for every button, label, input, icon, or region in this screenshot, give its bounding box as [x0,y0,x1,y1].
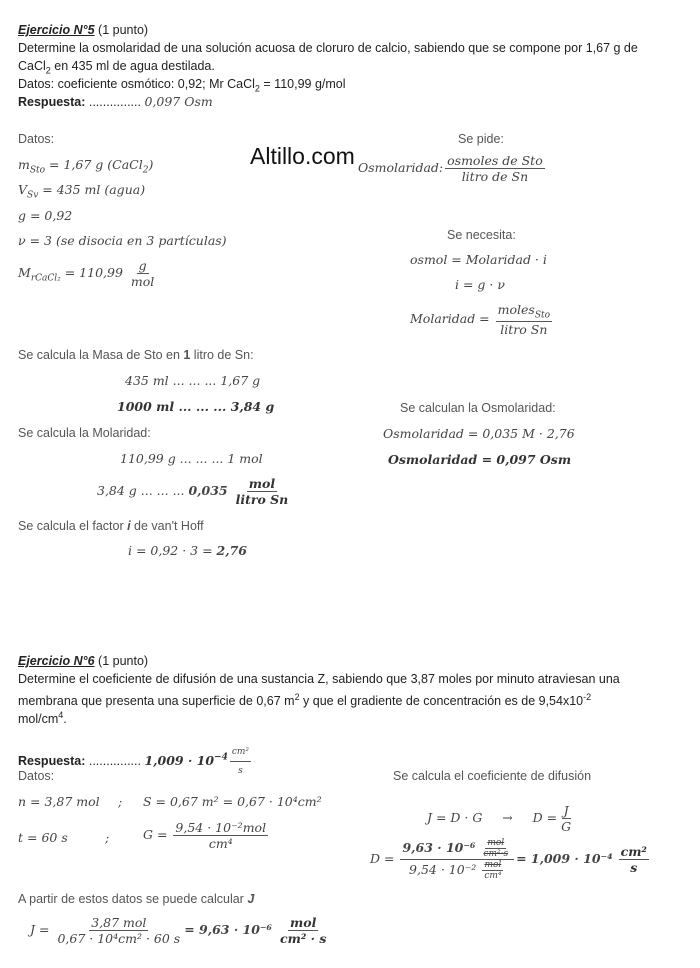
altillo-watermark: Altillo.com [250,143,355,169]
ex5-volume: $V_{Sv} = 435$ ml (agua) [18,182,146,201]
ex6-statement-3: mol/$cm^4$. [18,710,67,727]
ex5-g: g = 0,92 [18,208,73,223]
ex6-datos-label: Datos: [18,769,55,783]
ex6-J-label: A partir de estos datos se puede calcular J [18,892,255,906]
ex5-heading [18,21,148,39]
ex5-mol-label: Se calcula la Molaridad: [18,426,151,440]
ex6-t: t = 60 s [18,830,68,845]
ex6-points: (1 punto) [98,654,149,668]
ex5-osmol-formula: osmol = Molaridad · i [410,252,547,267]
ex5-title: Ejercicio N°5 [18,23,95,37]
ex5-mol-2: 3,84 g ... ... ... 0,035 mol litro Sn [97,476,289,507]
ex6-statement-1: Determine el coeficiente de difusión de una sustancia Z, sabiendo que 3,87 moles por minuto atraviesan una [18,672,620,686]
ex5-osm-label: Se calculan la Osmolaridad: [400,401,556,415]
ex6-J-formula: J = 3,87 mol 0,67 · 10⁴cm² · 60 s = 9,63 · 10⁻⁶ mol cm² · s [30,915,327,946]
ex5-osm-1: Osmolaridad = 0,035 M · 2,76 [383,426,575,441]
ex5-pide-formula: Osmolaridad: osmoles de Sto litro de Sn [358,153,543,184]
ex5-pide-label: Se pide: [458,132,504,146]
ex5-osm-2: Osmolaridad = 0,097 Osm [388,452,572,467]
ex5-i-formula: i = g · ν [455,277,505,292]
ex5-molaridad-formula: Molaridad = moles$_{Sto}$ litro Sn [410,302,551,337]
ex6-G: G = 9,54 · 10⁻²mol cm⁴ [143,820,267,851]
ex6-heading [18,652,148,670]
ex5-vanthoff-label: Se calcula el factor i de van't Hoff [18,519,204,533]
ex5-necesita-label: Se necesita: [447,228,516,242]
ex5-vanthoff: i = 0,92 · 3 = 2,76 [128,543,247,558]
ex5-molar-mass: $M_{rCaCl_2} = 110,99$ g mol [18,258,155,289]
ex6-sep-1: ; [118,794,123,809]
ex6-S: S = 0,67 m² = 0,67 · 10⁴cm² [143,794,322,809]
ex6-eq1: J = D · G → D = $\frac{J}{G}$ [427,803,572,834]
ex5-statement-1: Determine la osmolaridad de una solución acuosa de cloruro de calcio, sabiendo que se compone por 1,67 g de [18,41,638,55]
ex6-statement-2: membrana que presenta una superficie de 0,67 $m^2$ y que el gradiente de concentración es de $9,54x10^{-2}$ [18,692,592,709]
ex5-datos-label: Datos: [18,132,55,146]
ex6-D-formula: D = 9,63 · 10⁻⁶ mol cm²·s 9,54 · 10⁻² mol cm⁴ = 1,009 · 10⁻⁴ $\frac{\text{cm²}}{s}$ [370,838,647,881]
ex6-title: Ejercicio N°6 [18,654,95,668]
ex5-mass: $m_{Sto} = 1,67$ g (CaCl$_2$) [18,157,154,176]
ex5-mol-1: 110,99 g ... ... ... 1 mol [120,451,263,466]
ex5-answer: Respuesta: ............... 0,097 Osm [18,94,213,109]
ex5-masa-1: 435 ml ... ... ... 1,67 g [125,373,261,388]
ex6-coef-label: Se calcula el coeficiente de difusión [393,769,592,783]
ex5-data-line: Datos: coeficiente osmótico: 0,92; Mr CaCl$_2$ = 110,99 g/mol [18,77,346,94]
ex5-masa-label: Se calcula la Masa de Sto en 1 litro de Sn: [18,348,254,362]
ex5-answer-value: 0,097 Osm [144,94,213,109]
ex5-masa-2: 1000 ml ... ... ... 3,84 g [117,399,275,414]
ex5-statement-2: CaCl$_2$ en 435 ml de agua destilada. [18,59,215,76]
ex6-sep-2: ; [105,830,110,845]
ex6-n: n = 3,87 mol [18,794,100,809]
ex5-points: (1 punto) [98,23,149,37]
ex5-nu: ν = 3 (se disocia en 3 partículas) [18,233,227,248]
ex6-answer: Respuesta: ............... $1,009 \cdot 10^{-4}$ $\frac{\text{cm²}}{s}$ [18,743,253,780]
